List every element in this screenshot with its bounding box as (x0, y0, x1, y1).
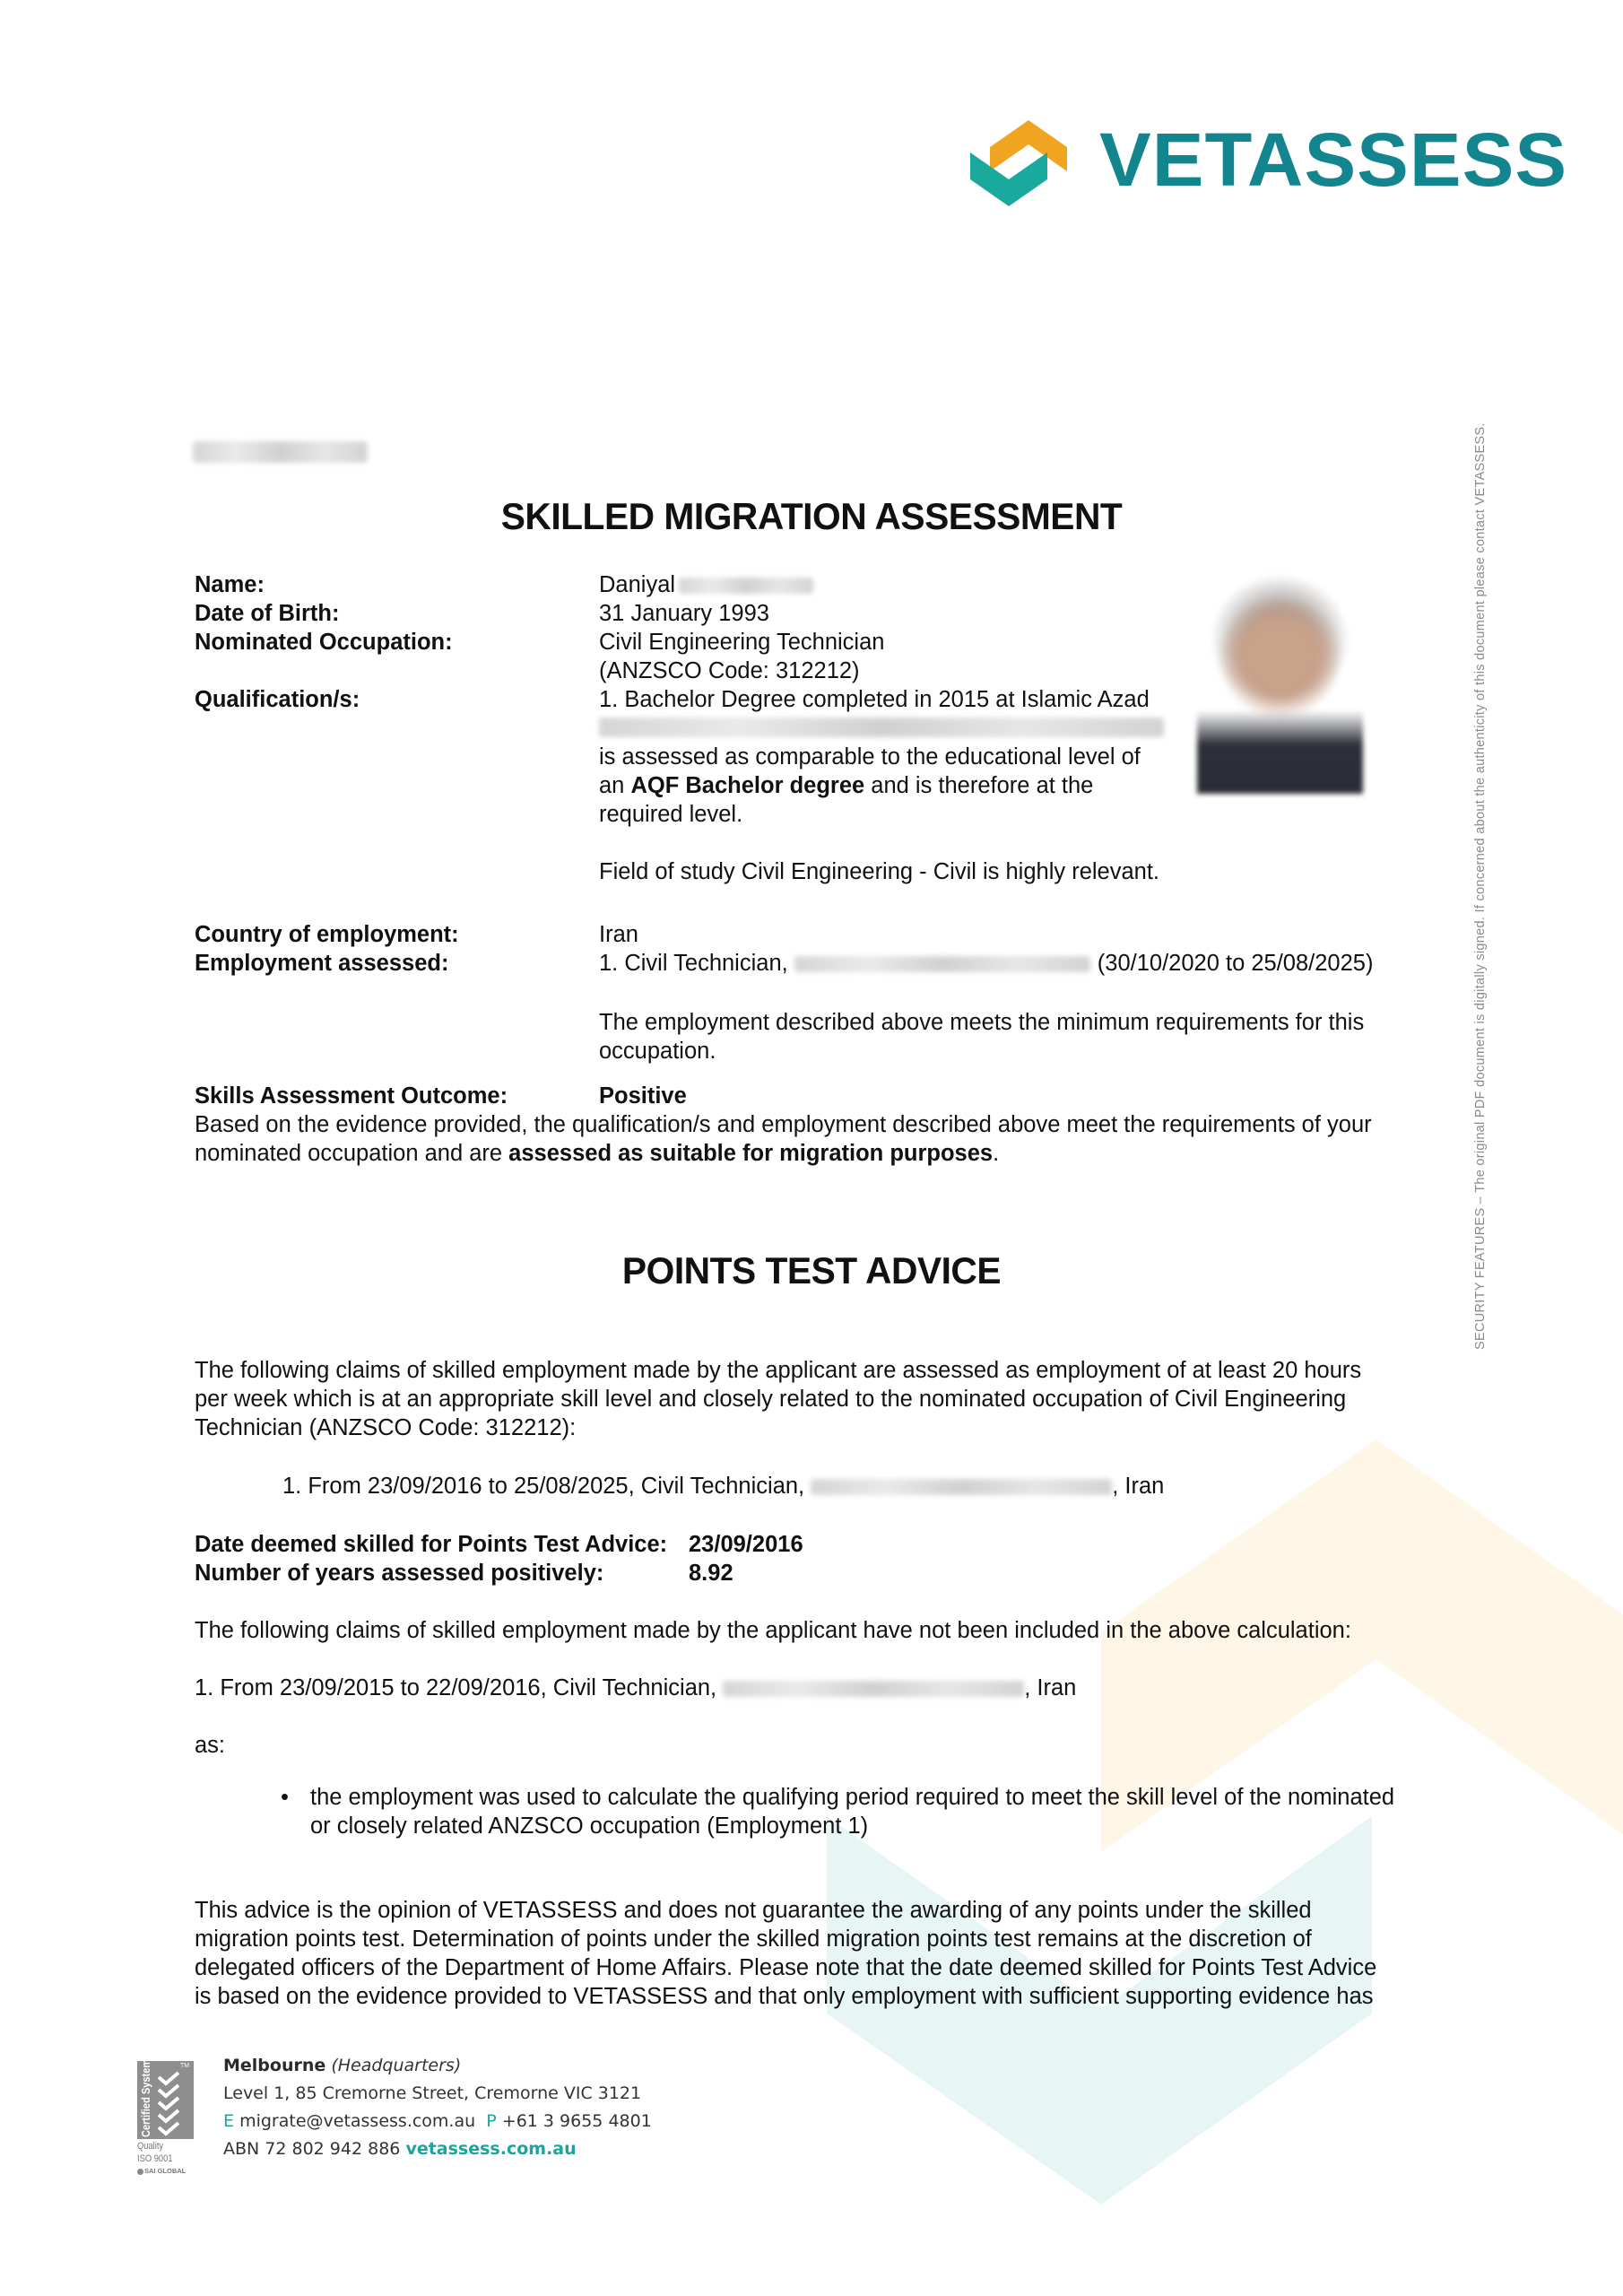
outcome-label: Skills Assessment Outcome: (195, 1083, 508, 1109)
qualification-line-1: 1. Bachelor Degree completed in 2015 at Islamic Azad (599, 687, 1150, 712)
employment-note-line-2: occupation. (599, 1039, 716, 1064)
aqf-level: AQF Bachelor degree (630, 773, 865, 798)
footer-email[interactable]: migrate@vetassess.com.au (239, 2111, 476, 2131)
cert-iso: ISO 9001 (137, 2153, 173, 2164)
excluded-intro: The following claims of skilled employment made by the applicant have not been included in the above calculation: (195, 1618, 1351, 1643)
outcome-text-line-1: Based on the evidence provided, the qualification/s and employment described above meet the requirements of your (195, 1112, 1372, 1137)
iso-certification-badge (137, 2058, 200, 2187)
points-intro-line-2: per week which is at an appropriate skill level and closely related to the nominated occupation of Civil Engineering (195, 1387, 1347, 1412)
footer-address: Level 1, 85 Cremorne Street, Cremorne VIC 3121 (223, 2083, 642, 2103)
qualification-line-3: is assessed as comparable to the educational level of (599, 744, 1141, 770)
points-intro-line-3: Technician (ANZSCO Code: 312212): (195, 1415, 577, 1440)
name-surname-redacted (679, 578, 813, 594)
certified-system-text: Certified System (139, 2058, 152, 2137)
vetassess-logo (967, 115, 1568, 213)
employment-dates: (30/10/2020 to 25/08/2025) (1097, 951, 1374, 976)
footer-phone[interactable]: +61 3 9655 4801 (501, 2111, 652, 2131)
employment-label: Employment assessed: (195, 951, 449, 976)
as-label: as: (195, 1733, 226, 1758)
cert-quality: Quality (137, 2141, 164, 2152)
country-label: Country of employment: (195, 922, 459, 947)
name-label: Name: (195, 572, 265, 597)
disclaimer-line-4: is based on the evidence provided to VETASSESS and that only employment with sufficient supporting evidence has (195, 1984, 1374, 2009)
field-of-study: Field of study Civil Engineering - Civil is highly relevant. (599, 859, 1160, 884)
certified-checkmarks-icon (155, 2070, 193, 2140)
sai-global-logo (137, 2167, 186, 2175)
footer-contact (223, 2108, 652, 2135)
outcome-suitable: assessed as suitable for migration purposes (508, 1141, 994, 1166)
reference-number-redacted (193, 441, 368, 463)
excluded-employment-country: , Iran (1024, 1675, 1077, 1700)
office-note: (Headquarters) (331, 2056, 462, 2075)
name-value (599, 570, 813, 599)
bullet-line-2: or closely related ANZSCO occupation (Employment 1) (310, 1813, 869, 1839)
bullet-line-1: the employment was used to calculate the qualifying period required to meet the skill level of the nominated (310, 1785, 1395, 1810)
outcome-text-line-2-post: . (993, 1141, 1000, 1166)
sai-globe-icon (137, 2169, 143, 2175)
office-city: Melbourne (223, 2056, 326, 2075)
included-employer-redacted (811, 1479, 1112, 1495)
years-label: Number of years assessed positively: (195, 1561, 604, 1586)
email-prefix: E (223, 2111, 235, 2131)
qualification-line-4-pre: an (599, 773, 631, 798)
qualification-institution-redacted (599, 718, 1164, 737)
dob-value: 31 January 1993 (599, 601, 769, 626)
qualification-line-5: required level. (599, 802, 743, 827)
disclaimer-line-3: delegated officers of the Department of Home Affairs. Please note that the date deemed skilled for Points Test Advice (195, 1955, 1377, 1980)
occupation-label: Nominated Occupation: (195, 630, 453, 655)
disclaimer-line-1: This advice is the opinion of VETASSESS and does not guarantee the awarding of any points under the skilled (195, 1898, 1312, 1923)
points-intro-line-1: The following claims of skilled employment made by the applicant are assessed as employment of at least 20 hours (195, 1358, 1362, 1383)
date-deemed-value: 23/09/2016 (689, 1532, 803, 1557)
included-employment-item (282, 1472, 1164, 1500)
outcome-value: Positive (599, 1083, 687, 1109)
points-test-title: POINTS TEST ADVICE (621, 1249, 1002, 1292)
excluded-employer-redacted (723, 1681, 1024, 1697)
dob-label: Date of Birth: (195, 601, 340, 626)
outcome-text-line-2-pre: nominated occupation and are (195, 1141, 509, 1166)
included-employment-country: , Iran (1112, 1474, 1165, 1499)
employment-note-line-1: The employment described above meets the minimum requirements for this (599, 1010, 1365, 1035)
years-value: 8.92 (689, 1561, 733, 1586)
security-features-note: SECURITY FEATURES – The original PDF document is digitally signed. If concerned about the authenticity of this document please contact VETASSESS. (1473, 422, 1488, 1350)
country-value: Iran (599, 922, 638, 947)
employment-position: 1. Civil Technician, (599, 951, 794, 976)
sai-global-text: SAI GLOBAL (144, 2167, 187, 2175)
phone-prefix: P (486, 2111, 497, 2131)
footer-website[interactable]: vetassess.com.au (405, 2139, 577, 2159)
qualification-label: Qualification/s: (195, 687, 360, 712)
footer-office (223, 2052, 461, 2080)
occupation-code: (ANZSCO Code: 312212) (599, 658, 860, 683)
applicant-photo (1197, 574, 1363, 794)
qualification-line-4-post: and is therefore at the (864, 773, 1094, 798)
excluded-employment-text: 1. From 23/09/2015 to 22/09/2016, Civil Technician, (195, 1675, 724, 1700)
employer-redacted (794, 956, 1090, 972)
footer-abn-line (223, 2135, 577, 2163)
logo-chevron-icon (967, 115, 1070, 213)
footer-abn: ABN 72 802 942 886 (223, 2139, 401, 2159)
name-first: Daniyal (599, 572, 676, 597)
employment-value (599, 949, 1373, 978)
outcome-text-line-2 (195, 1139, 999, 1168)
date-deemed-label: Date deemed skilled for Points Test Advice: (195, 1532, 668, 1557)
qualification-line-4 (599, 771, 1093, 800)
bullet-dot: • (281, 1785, 289, 1810)
assessment-title: SKILLED MIGRATION ASSESSMENT (500, 495, 1123, 537)
excluded-employment-item (195, 1674, 1076, 1702)
occupation-value: Civil Engineering Technician (599, 630, 885, 655)
disclaimer-line-2: migration points test. Determination of points under the skilled migration points test remains at the discretion of (195, 1926, 1312, 1952)
logo-wordmark: VETASSESS (1099, 117, 1568, 202)
tm-mark: TM (180, 2063, 190, 2069)
included-employment-text: 1. From 23/09/2016 to 25/08/2025, Civil Technician, (282, 1474, 812, 1499)
